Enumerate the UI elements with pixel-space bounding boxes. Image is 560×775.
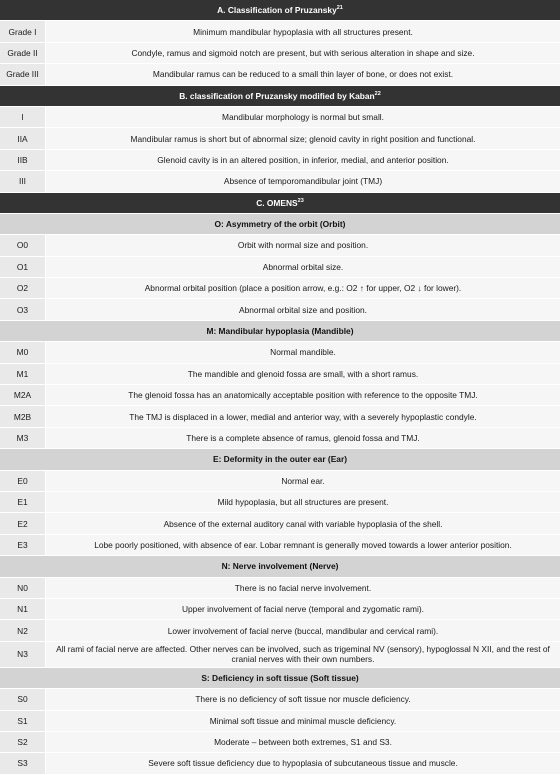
- table-row: [0, 299, 560, 320]
- description-cell: Mandibular ramus is short but of abnormal size; glenoid cavity in right position and functional.: [46, 128, 560, 149]
- code-cell: E2: [0, 513, 46, 534]
- description-cell: Lower involvement of facial nerve (buccal, mandibular and cervical rami).: [46, 620, 560, 641]
- code-cell: O3: [0, 299, 46, 320]
- table-row: [0, 21, 560, 42]
- section-title-text: C. OMENS: [256, 197, 298, 208]
- table-row: [0, 620, 560, 641]
- table-row: [0, 535, 560, 556]
- section-title-text: B. classification of Pruzansky modified by Kaban: [179, 90, 375, 101]
- table-row: [0, 732, 560, 753]
- code-cell: Grade II: [0, 43, 46, 64]
- table-row: [0, 689, 560, 710]
- code-cell: M1: [0, 364, 46, 385]
- code-cell: S0: [0, 689, 46, 710]
- code-cell: E1: [0, 492, 46, 513]
- table-row: [0, 753, 560, 774]
- code-cell: N1: [0, 599, 46, 620]
- code-cell: III: [0, 171, 46, 192]
- section-title: [0, 86, 560, 107]
- reference-superscript: 22: [374, 90, 381, 97]
- description-cell: The TMJ is displaced in a lower, medial and anterior way, with a severely hypoplastic condyle.: [46, 406, 560, 427]
- subsection-header-row: [0, 321, 560, 342]
- description-cell: Lobe poorly positioned, with absence of ear. Lobar remnant is generally moved towards a lower anterior position.: [46, 535, 560, 556]
- table-row: [0, 385, 560, 406]
- subsection-title: E: Deformity in the outer ear (Ear): [0, 449, 560, 470]
- table-row: [0, 171, 560, 192]
- section-title: [0, 193, 560, 214]
- description-cell: Mild hypoplasia, but all structures are present.: [46, 492, 560, 513]
- table-row: [0, 107, 560, 128]
- table-row: [0, 428, 560, 449]
- description-cell: Condyle, ramus and sigmoid notch are present, but with serious alteration in shape and size.: [46, 43, 560, 64]
- description-cell: Abnormal orbital size and position.: [46, 299, 560, 320]
- code-cell: S1: [0, 711, 46, 732]
- reference-superscript: 23: [297, 197, 304, 204]
- code-cell: S3: [0, 753, 46, 774]
- code-cell: M3: [0, 428, 46, 449]
- code-cell: M0: [0, 342, 46, 363]
- code-cell: M2B: [0, 406, 46, 427]
- subsection-header-row: [0, 214, 560, 235]
- subsection-header-row: [0, 668, 560, 689]
- code-cell: IIB: [0, 150, 46, 171]
- description-cell: Glenoid cavity is in an altered position, in inferior, medial, and anterior position.: [46, 150, 560, 171]
- code-cell: Grade I: [0, 21, 46, 42]
- description-cell: Orbit with normal size and position.: [46, 235, 560, 256]
- description-cell: Mandibular morphology is normal but small.: [46, 107, 560, 128]
- code-cell: N0: [0, 578, 46, 599]
- code-cell: Grade III: [0, 64, 46, 85]
- table-row: [0, 235, 560, 256]
- table-row: [0, 278, 560, 299]
- table-row: [0, 711, 560, 732]
- subsection-header-row: [0, 449, 560, 470]
- description-cell: Severe soft tissue deficiency due to hypoplasia of subcutaneous tissue and muscle.: [46, 753, 560, 774]
- table-row: [0, 492, 560, 513]
- table-row: [0, 257, 560, 278]
- description-cell: There is no facial nerve involvement.: [46, 578, 560, 599]
- subsection-title: M: Mandibular hypoplasia (Mandible): [0, 321, 560, 342]
- description-cell: All rami of facial nerve are affected. Other nerves can be involved, such as trigeminal NV (sensory), hypoglossal N XII, and the rest of cranial nerves with their own numbers.: [46, 642, 560, 668]
- section-header-row: [0, 86, 560, 107]
- description-cell: There is a complete absence of ramus, glenoid fossa and TMJ.: [46, 428, 560, 449]
- code-cell: IIA: [0, 128, 46, 149]
- code-cell: O2: [0, 278, 46, 299]
- table-row: [0, 342, 560, 363]
- code-cell: M2A: [0, 385, 46, 406]
- reference-superscript: 21: [336, 5, 343, 12]
- subsection-title: S: Deficiency in soft tissue (Soft tissue): [0, 668, 560, 689]
- table-row: [0, 578, 560, 599]
- description-cell: Absence of temporomandibular joint (TMJ): [46, 171, 560, 192]
- code-cell: S2: [0, 732, 46, 753]
- code-cell: I: [0, 107, 46, 128]
- description-cell: Normal ear.: [46, 471, 560, 492]
- description-cell: Upper involvement of facial nerve (temporal and zygomatic rami).: [46, 599, 560, 620]
- code-cell: N3: [0, 642, 46, 668]
- code-cell: N2: [0, 620, 46, 641]
- table-row: [0, 64, 560, 85]
- section-header-row: [0, 193, 560, 214]
- description-cell: The mandible and glenoid fossa are small, with a short ramus.: [46, 364, 560, 385]
- subsection-title: O: Asymmetry of the orbit (Orbit): [0, 214, 560, 235]
- description-cell: Abnormal orbital position (place a position arrow, e.g.: O2 ↑ for upper, O2 ↓ for lower).: [46, 278, 560, 299]
- code-cell: O1: [0, 257, 46, 278]
- description-cell: The glenoid fossa has an anatomically acceptable position with reference to the opposite TMJ.: [46, 385, 560, 406]
- table-row: [0, 364, 560, 385]
- code-cell: E0: [0, 471, 46, 492]
- table-row: [0, 406, 560, 427]
- table-row: [0, 43, 560, 64]
- table-row: [0, 150, 560, 171]
- description-cell: Minimum mandibular hypoplasia with all structures present.: [46, 21, 560, 42]
- description-cell: Absence of the external auditory canal with variable hypoplasia of the shell.: [46, 513, 560, 534]
- table-row: [0, 471, 560, 492]
- subsection-title: N: Nerve involvement (Nerve): [0, 556, 560, 577]
- description-cell: Mandibular ramus can be reduced to a small thin layer of bone, or does not exist.: [46, 64, 560, 85]
- code-cell: O0: [0, 235, 46, 256]
- section-header-row: [0, 0, 560, 21]
- description-cell: Moderate – between both extremes, S1 and S3.: [46, 732, 560, 753]
- description-cell: Normal mandible.: [46, 342, 560, 363]
- subsection-header-row: [0, 556, 560, 577]
- description-cell: Abnormal orbital size.: [46, 257, 560, 278]
- table-row: [0, 128, 560, 149]
- table-row: [0, 513, 560, 534]
- section-title-text: A. Classification of Pruzansky: [217, 5, 337, 16]
- description-cell: Minimal soft tissue and minimal muscle deficiency.: [46, 711, 560, 732]
- description-cell: There is no deficiency of soft tissue nor muscle deficiency.: [46, 689, 560, 710]
- table-row: [0, 642, 560, 668]
- table-row: [0, 599, 560, 620]
- code-cell: E3: [0, 535, 46, 556]
- section-title: [0, 0, 560, 21]
